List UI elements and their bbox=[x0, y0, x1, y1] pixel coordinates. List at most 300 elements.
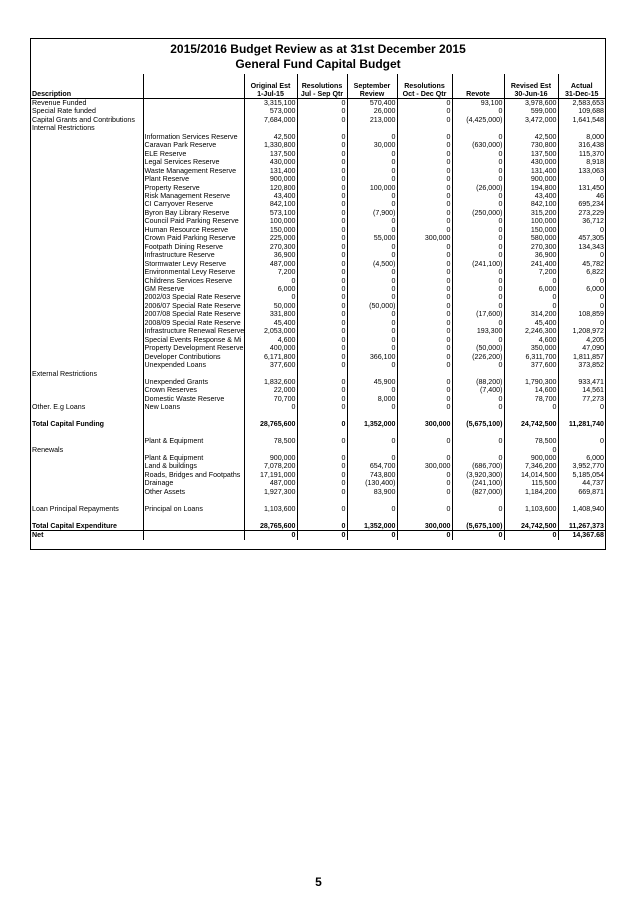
cell-original-est: 400,000 bbox=[244, 344, 297, 352]
cell-september-review: (130,400) bbox=[347, 479, 397, 487]
cell-revised-est: 45,400 bbox=[504, 319, 558, 327]
cell-res-oct-dec: 0 bbox=[397, 395, 452, 403]
row-subcategory: Land & buildings bbox=[143, 462, 244, 470]
cell-res-oct-dec bbox=[397, 446, 452, 454]
cell-res-oct-dec: 0 bbox=[397, 133, 452, 141]
empty-cell bbox=[143, 513, 244, 521]
cell-actual: 933,471 bbox=[558, 378, 605, 386]
table-row bbox=[31, 200, 605, 208]
cell-revote: (630,000) bbox=[452, 141, 504, 149]
cell-res-jul-sep: 0 bbox=[297, 141, 347, 149]
empty-cell bbox=[31, 496, 143, 504]
cell-revised-est bbox=[504, 370, 558, 378]
cell-september-review: 1,352,000 bbox=[347, 420, 397, 428]
row-description bbox=[31, 167, 143, 175]
cell-res-oct-dec: 0 bbox=[397, 167, 452, 175]
table-row bbox=[31, 209, 605, 217]
cell-res-oct-dec: 0 bbox=[397, 403, 452, 411]
cell-actual: 669,871 bbox=[558, 488, 605, 496]
row-description bbox=[31, 200, 143, 208]
cell-september-review: 0 bbox=[347, 505, 397, 513]
cell-september-review: 0 bbox=[347, 200, 397, 208]
cell-actual: 0 bbox=[558, 277, 605, 285]
row-description bbox=[31, 327, 143, 335]
spacer-row bbox=[31, 496, 605, 504]
cell-res-jul-sep: 0 bbox=[297, 226, 347, 234]
cell-revote: 0 bbox=[452, 133, 504, 141]
cell-revised-est: 100,000 bbox=[504, 217, 558, 225]
row-subcategory: Crown Paid Parking Reserve bbox=[143, 234, 244, 242]
cell-september-review: 0 bbox=[347, 277, 397, 285]
cell-original-est: 0 bbox=[244, 531, 297, 540]
empty-cell bbox=[452, 412, 504, 420]
empty-cell bbox=[558, 412, 605, 420]
cell-revised-est: 314,200 bbox=[504, 310, 558, 318]
cell-september-review: 0 bbox=[347, 150, 397, 158]
cell-september-review: 570,400 bbox=[347, 99, 397, 108]
cell-revote bbox=[452, 124, 504, 132]
cell-actual: 6,000 bbox=[558, 285, 605, 293]
cell-revote: (4,425,000) bbox=[452, 116, 504, 124]
empty-cell bbox=[397, 496, 452, 504]
cell-original-est: 42,500 bbox=[244, 133, 297, 141]
table-row bbox=[31, 285, 605, 293]
table-row bbox=[31, 192, 605, 200]
table-row bbox=[31, 336, 605, 344]
row-description bbox=[31, 192, 143, 200]
row-subcategory: Infrastructure Reserve bbox=[143, 251, 244, 259]
row-subcategory: Other Assets bbox=[143, 488, 244, 496]
row-subcategory bbox=[143, 446, 244, 454]
cell-revised-est bbox=[504, 124, 558, 132]
cell-res-oct-dec: 0 bbox=[397, 437, 452, 445]
cell-september-review: 0 bbox=[347, 251, 397, 259]
cell-september-review: 30,000 bbox=[347, 141, 397, 149]
cell-actual: 316,438 bbox=[558, 141, 605, 149]
cell-actual: 6,822 bbox=[558, 268, 605, 276]
table-row bbox=[31, 226, 605, 234]
cell-revote: (26,000) bbox=[452, 184, 504, 192]
cell-september-review bbox=[347, 124, 397, 132]
cell-revote: 0 bbox=[452, 403, 504, 411]
cell-revote: 0 bbox=[452, 234, 504, 242]
cell-original-est: 1,103,600 bbox=[244, 505, 297, 513]
cell-actual: 4,205 bbox=[558, 336, 605, 344]
table-row bbox=[31, 251, 605, 259]
table-row bbox=[31, 361, 605, 369]
table-row bbox=[31, 370, 605, 378]
cell-actual: 0 bbox=[558, 226, 605, 234]
cell-res-oct-dec: 0 bbox=[397, 488, 452, 496]
cell-september-review: 83,900 bbox=[347, 488, 397, 496]
table-row bbox=[31, 505, 605, 513]
cell-res-oct-dec: 300,000 bbox=[397, 522, 452, 531]
row-description bbox=[31, 302, 143, 310]
cell-original-est: 900,000 bbox=[244, 175, 297, 183]
cell-res-oct-dec: 0 bbox=[397, 310, 452, 318]
row-description: Net bbox=[31, 531, 143, 540]
cell-original-est bbox=[244, 370, 297, 378]
cell-revised-est: 42,500 bbox=[504, 133, 558, 141]
cell-original-est: 45,400 bbox=[244, 319, 297, 327]
cell-original-est: 2,053,000 bbox=[244, 327, 297, 335]
row-description: External Restrictions bbox=[32, 369, 98, 378]
cell-revote: 0 bbox=[452, 217, 504, 225]
row-subcategory: Crown Reserves bbox=[143, 386, 244, 394]
cell-actual: 134,343 bbox=[558, 243, 605, 251]
table-row bbox=[31, 234, 605, 242]
cell-revised-est: 115,500 bbox=[504, 479, 558, 487]
cell-original-est: 22,000 bbox=[244, 386, 297, 394]
cell-res-jul-sep: 0 bbox=[297, 209, 347, 217]
cell-res-oct-dec: 0 bbox=[397, 505, 452, 513]
cell-actual bbox=[558, 370, 605, 378]
cell-res-oct-dec: 0 bbox=[397, 107, 452, 115]
cell-actual: 3,952,770 bbox=[558, 462, 605, 470]
cell-september-review: 0 bbox=[347, 344, 397, 352]
row-subcategory: Plant & Equipment bbox=[143, 437, 244, 445]
cell-res-jul-sep: 0 bbox=[297, 243, 347, 251]
cell-revote: 193,300 bbox=[452, 327, 504, 335]
cell-revised-est: 0 bbox=[504, 302, 558, 310]
cell-revised-est: 350,000 bbox=[504, 344, 558, 352]
cell-original-est: 3,315,100 bbox=[244, 99, 297, 108]
row-subcategory: Developer Contributions bbox=[143, 353, 244, 361]
table-row bbox=[31, 167, 605, 175]
cell-original-est: 0 bbox=[244, 277, 297, 285]
cell-actual bbox=[558, 446, 605, 454]
row-description: Special Rate funded bbox=[32, 107, 96, 116]
row-subcategory: 2008/09 Special Rate Reserve bbox=[143, 319, 244, 327]
cell-original-est: 150,000 bbox=[244, 226, 297, 234]
cell-original-est: 1,927,300 bbox=[244, 488, 297, 496]
cell-revised-est: 4,600 bbox=[504, 336, 558, 344]
cell-actual bbox=[558, 124, 605, 132]
row-subcategory: Unexpended Loans bbox=[143, 361, 244, 369]
row-subcategory: Information Services Reserve bbox=[143, 133, 244, 141]
empty-cell bbox=[504, 496, 558, 504]
row-description bbox=[31, 353, 143, 361]
table-row bbox=[31, 327, 605, 335]
cell-res-jul-sep: 0 bbox=[297, 107, 347, 115]
cell-res-oct-dec: 0 bbox=[397, 209, 452, 217]
row-subcategory: Environmental Levy Reserve bbox=[143, 268, 244, 276]
cell-revote: (686,700) bbox=[452, 462, 504, 470]
cell-res-oct-dec: 0 bbox=[397, 226, 452, 234]
cell-res-jul-sep: 0 bbox=[297, 319, 347, 327]
cell-revised-est: 0 bbox=[504, 293, 558, 301]
cell-revote: 0 bbox=[452, 268, 504, 276]
row-description bbox=[31, 344, 143, 352]
cell-september-review: 0 bbox=[347, 133, 397, 141]
cell-september-review: 0 bbox=[347, 531, 397, 540]
cell-actual: 47,090 bbox=[558, 344, 605, 352]
row-description bbox=[31, 150, 143, 158]
cell-september-review: 654,700 bbox=[347, 462, 397, 470]
cell-original-est: 17,191,000 bbox=[244, 471, 297, 479]
row-subcategory: Stormwater Levy Reserve bbox=[143, 260, 244, 268]
cell-original-est: 50,000 bbox=[244, 302, 297, 310]
table-row bbox=[31, 446, 605, 454]
row-subcategory: Plant & Equipment bbox=[143, 454, 244, 462]
cell-original-est: 120,800 bbox=[244, 184, 297, 192]
empty-cell bbox=[244, 513, 297, 521]
cell-original-est: 573,000 bbox=[244, 107, 297, 115]
table-row bbox=[31, 158, 605, 166]
col-header-original: Original Est 1-Jul-15 bbox=[244, 74, 297, 99]
table-row bbox=[31, 471, 605, 479]
cell-res-oct-dec: 0 bbox=[397, 150, 452, 158]
cell-original-est: 0 bbox=[244, 293, 297, 301]
row-description: Total Capital Funding bbox=[32, 420, 104, 429]
table-header-row bbox=[31, 74, 605, 99]
row-description: Renewals bbox=[32, 445, 64, 454]
row-subcategory: Principal on Loans bbox=[143, 505, 244, 513]
row-description bbox=[31, 260, 143, 268]
cell-res-jul-sep: 0 bbox=[297, 234, 347, 242]
cell-actual: 131,450 bbox=[558, 184, 605, 192]
cell-september-review: 0 bbox=[347, 437, 397, 445]
empty-cell bbox=[504, 429, 558, 437]
cell-res-jul-sep: 0 bbox=[297, 116, 347, 124]
cell-original-est: 900,000 bbox=[244, 454, 297, 462]
cell-revote: (7,400) bbox=[452, 386, 504, 394]
cell-revised-est: 24,742,500 bbox=[504, 420, 558, 428]
cell-original-est: 270,300 bbox=[244, 243, 297, 251]
cell-res-oct-dec: 0 bbox=[397, 285, 452, 293]
row-description bbox=[31, 336, 143, 344]
empty-cell bbox=[31, 412, 143, 420]
cell-revote bbox=[452, 446, 504, 454]
table-row bbox=[31, 403, 605, 411]
cell-res-oct-dec: 0 bbox=[397, 217, 452, 225]
cell-res-jul-sep: 0 bbox=[297, 531, 347, 540]
cell-revised-est: 6,311,700 bbox=[504, 353, 558, 361]
cell-revote bbox=[452, 370, 504, 378]
empty-cell bbox=[347, 412, 397, 420]
cell-original-est: 225,000 bbox=[244, 234, 297, 242]
cell-original-est bbox=[244, 446, 297, 454]
capital-budget-table bbox=[31, 74, 605, 540]
row-description bbox=[31, 293, 143, 301]
empty-cell bbox=[297, 429, 347, 437]
table-row bbox=[31, 99, 605, 108]
row-subcategory: Property Reserve bbox=[143, 184, 244, 192]
cell-september-review: 100,000 bbox=[347, 184, 397, 192]
cell-revised-est: 7,200 bbox=[504, 268, 558, 276]
col-header-resolutions-q2: Resolutions Oct - Dec Qtr bbox=[397, 74, 452, 99]
row-subcategory bbox=[143, 107, 244, 115]
cell-revised-est: 0 bbox=[504, 277, 558, 285]
cell-res-oct-dec: 0 bbox=[397, 344, 452, 352]
cell-res-oct-dec: 0 bbox=[397, 268, 452, 276]
cell-september-review: 366,100 bbox=[347, 353, 397, 361]
row-subcategory bbox=[143, 116, 244, 124]
col-header-subcategory bbox=[143, 74, 244, 99]
empty-cell bbox=[504, 513, 558, 521]
cell-september-review: 0 bbox=[347, 158, 397, 166]
col-header-resolutions-q1: Resolutions Jul - Sep Qtr bbox=[297, 74, 347, 99]
row-description bbox=[31, 319, 143, 327]
cell-actual: 14,561 bbox=[558, 386, 605, 394]
cell-revised-est: 900,000 bbox=[504, 175, 558, 183]
table-row bbox=[31, 277, 605, 285]
cell-res-jul-sep: 0 bbox=[297, 454, 347, 462]
cell-september-review: 0 bbox=[347, 310, 397, 318]
row-subcategory: Drainage bbox=[143, 479, 244, 487]
row-description bbox=[31, 217, 143, 225]
cell-revote: 0 bbox=[452, 505, 504, 513]
cell-original-est: 70,700 bbox=[244, 395, 297, 403]
cell-res-jul-sep: 0 bbox=[297, 158, 347, 166]
col-header-description: Description bbox=[31, 74, 143, 99]
cell-september-review: 0 bbox=[347, 319, 397, 327]
cell-original-est: 331,800 bbox=[244, 310, 297, 318]
cell-revote: 0 bbox=[452, 243, 504, 251]
empty-cell bbox=[244, 412, 297, 420]
col-header-revised: Revised Est 30-Jun-16 bbox=[504, 74, 558, 99]
row-description bbox=[31, 268, 143, 276]
cell-revote: 0 bbox=[452, 437, 504, 445]
cell-september-review: 0 bbox=[347, 268, 397, 276]
row-description bbox=[31, 437, 143, 445]
row-subcategory: Risk Management Reserve bbox=[143, 192, 244, 200]
empty-cell bbox=[244, 496, 297, 504]
cell-res-jul-sep: 0 bbox=[297, 192, 347, 200]
empty-cell bbox=[452, 513, 504, 521]
cell-revised-est: 3,978,600 bbox=[504, 99, 558, 108]
empty-cell bbox=[297, 513, 347, 521]
row-subcategory: ELE Reserve bbox=[143, 150, 244, 158]
cell-actual: 77,273 bbox=[558, 395, 605, 403]
empty-cell bbox=[297, 412, 347, 420]
table-row bbox=[31, 260, 605, 268]
cell-res-jul-sep bbox=[297, 446, 347, 454]
table-row bbox=[31, 454, 605, 462]
row-description bbox=[31, 251, 143, 259]
cell-res-jul-sep: 0 bbox=[297, 378, 347, 386]
table-row bbox=[31, 344, 605, 352]
cell-revised-est: 14,600 bbox=[504, 386, 558, 394]
row-description bbox=[31, 234, 143, 242]
cell-res-jul-sep: 0 bbox=[297, 336, 347, 344]
table-row bbox=[31, 420, 605, 428]
cell-res-oct-dec: 0 bbox=[397, 260, 452, 268]
cell-revote: (3,920,300) bbox=[452, 471, 504, 479]
cell-original-est: 137,500 bbox=[244, 150, 297, 158]
cell-actual: 373,852 bbox=[558, 361, 605, 369]
row-subcategory: Roads, Bridges and Footpaths bbox=[143, 471, 244, 479]
table-row bbox=[31, 437, 605, 445]
cell-revote: 0 bbox=[452, 167, 504, 175]
cell-september-review: (7,900) bbox=[347, 209, 397, 217]
cell-revote: (250,000) bbox=[452, 209, 504, 217]
row-description bbox=[31, 277, 143, 285]
cell-res-jul-sep: 0 bbox=[297, 260, 347, 268]
cell-res-jul-sep: 0 bbox=[297, 310, 347, 318]
cell-res-jul-sep: 0 bbox=[297, 505, 347, 513]
cell-res-oct-dec: 0 bbox=[397, 361, 452, 369]
cell-revote: 0 bbox=[452, 293, 504, 301]
cell-revote: 0 bbox=[452, 319, 504, 327]
page-number: 5 bbox=[315, 875, 322, 889]
empty-cell bbox=[347, 429, 397, 437]
col-header-actual: Actual 31-Dec-15 bbox=[558, 74, 605, 99]
cell-september-review: 0 bbox=[347, 361, 397, 369]
cell-res-jul-sep: 0 bbox=[297, 395, 347, 403]
table-row bbox=[31, 319, 605, 327]
row-description bbox=[31, 479, 143, 487]
report-title: 2015/2016 Budget Review as at 31st December 2015 bbox=[170, 42, 466, 56]
cell-original-est: 1,832,600 bbox=[244, 378, 297, 386]
cell-revote: 0 bbox=[452, 454, 504, 462]
cell-res-jul-sep: 0 bbox=[297, 184, 347, 192]
cell-original-est: 377,600 bbox=[244, 361, 297, 369]
cell-res-oct-dec bbox=[397, 124, 452, 132]
cell-actual: 2,583,653 bbox=[558, 99, 605, 108]
row-subcategory: Domestic Waste Reserve bbox=[143, 395, 244, 403]
empty-cell bbox=[397, 412, 452, 420]
row-subcategory: Caravan Park Reserve bbox=[143, 141, 244, 149]
cell-res-oct-dec: 0 bbox=[397, 378, 452, 386]
table-row bbox=[31, 107, 605, 115]
cell-revote: 0 bbox=[452, 158, 504, 166]
row-description: Total Capital Expenditure bbox=[32, 521, 118, 530]
cell-revote: 93,100 bbox=[452, 99, 504, 108]
table-row bbox=[31, 293, 605, 301]
row-description bbox=[31, 184, 143, 192]
cell-revote: 0 bbox=[452, 302, 504, 310]
cell-res-jul-sep: 0 bbox=[297, 403, 347, 411]
row-subcategory: Plant Reserve bbox=[143, 175, 244, 183]
cell-res-oct-dec bbox=[397, 370, 452, 378]
table-row bbox=[31, 116, 605, 124]
budget-report-frame bbox=[30, 38, 606, 550]
cell-actual: 36,712 bbox=[558, 217, 605, 225]
cell-revised-est: 270,300 bbox=[504, 243, 558, 251]
row-description bbox=[31, 386, 143, 394]
cell-original-est bbox=[244, 124, 297, 132]
cell-res-oct-dec: 0 bbox=[397, 175, 452, 183]
cell-revote: 0 bbox=[452, 107, 504, 115]
cell-res-jul-sep: 0 bbox=[297, 200, 347, 208]
row-description bbox=[31, 462, 143, 470]
cell-actual: 133,063 bbox=[558, 167, 605, 175]
row-subcategory: Waste Management Reserve bbox=[143, 167, 244, 175]
cell-actual: 1,408,940 bbox=[558, 505, 605, 513]
cell-revised-est: 2,246,300 bbox=[504, 327, 558, 335]
cell-september-review bbox=[347, 370, 397, 378]
cell-res-oct-dec: 0 bbox=[397, 319, 452, 327]
table-row bbox=[31, 133, 605, 141]
cell-revote: (5,675,100) bbox=[452, 420, 504, 428]
cell-revised-est: 842,100 bbox=[504, 200, 558, 208]
cell-september-review: 55,000 bbox=[347, 234, 397, 242]
table-row bbox=[31, 353, 605, 361]
cell-original-est: 6,000 bbox=[244, 285, 297, 293]
cell-revised-est: 315,200 bbox=[504, 209, 558, 217]
table-row bbox=[31, 141, 605, 149]
cell-res-jul-sep: 0 bbox=[297, 437, 347, 445]
row-description: Capital Grants and Contributions bbox=[32, 115, 135, 124]
table-body bbox=[31, 99, 605, 540]
cell-res-oct-dec: 0 bbox=[397, 251, 452, 259]
cell-res-oct-dec: 0 bbox=[397, 293, 452, 301]
cell-september-review: 0 bbox=[347, 336, 397, 344]
cell-res-oct-dec: 0 bbox=[397, 184, 452, 192]
empty-cell bbox=[347, 496, 397, 504]
row-subcategory: Childrens Services Reserve bbox=[143, 277, 244, 285]
